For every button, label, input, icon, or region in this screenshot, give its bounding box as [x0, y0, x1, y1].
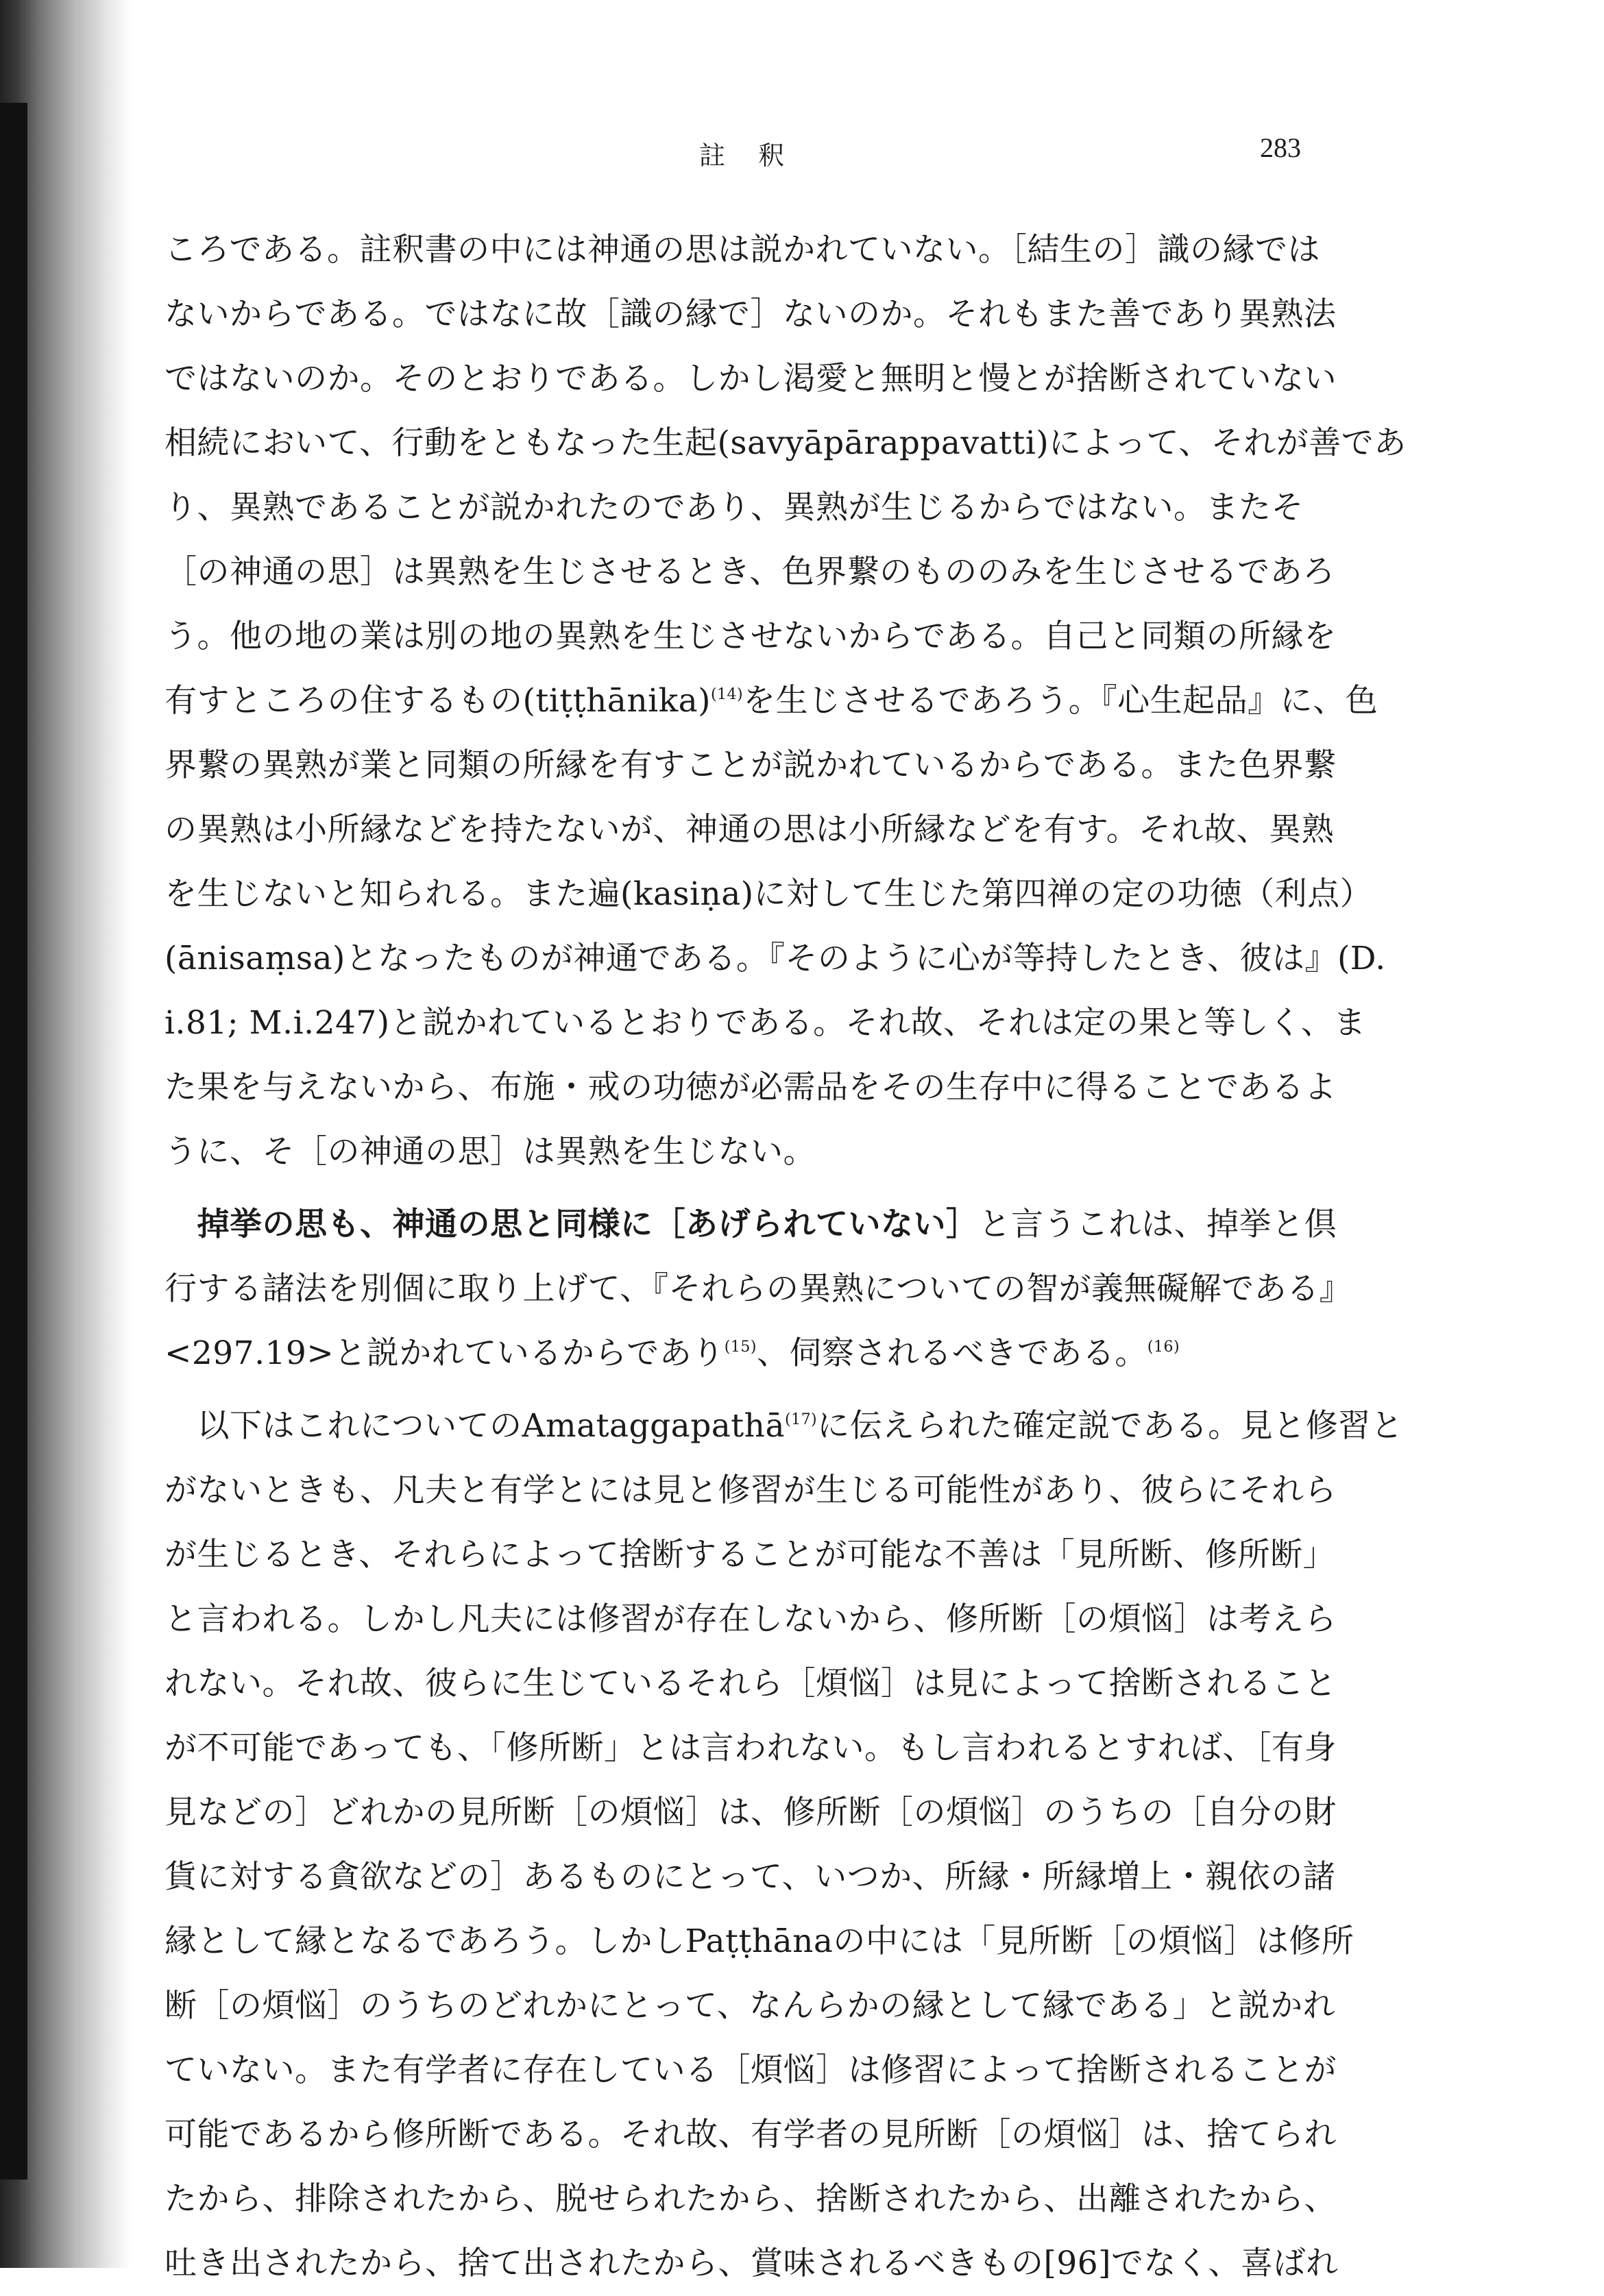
- text-line: 見などの］どれかの見所断［の煩悩］は、修所断［の煩悩］のうちの［自分の財: [165, 1794, 1337, 1831]
- text-line: 可能であるから修所断である。それ故、有学者の見所断［の煩悩］は、捨てられ: [165, 2116, 1337, 2153]
- page-number: 283: [1260, 132, 1301, 163]
- text-line: うに、そ［の神通の思］は異熟を生じない。: [165, 1133, 816, 1171]
- text-line: 相続において、行動をともなった生起(savyāpārappavatti)によって、それが善であ: [165, 424, 1407, 462]
- paragraph: [165, 1193, 1357, 1386]
- text-span: 以下はこれについてのAmataggapathā$^{(17)}$に伝えられた確定説である。見と修習と: [197, 1407, 1404, 1445]
- text-line: う。他の地の業は別の地の異熟を生じさせないからである。自己と同類の所縁を: [165, 618, 1337, 655]
- text-line: 縁として縁となるであろう。しかしPaṭṭhānaの中には「見所断［の煩悩］は修所: [165, 1922, 1354, 1960]
- text-span: と言うこれは、掉挙と倶: [978, 1206, 1337, 1243]
- book-spine-edge: [0, 103, 27, 2179]
- running-header-title: 註 釈: [699, 141, 797, 171]
- text-line: 貨に対する貪欲などの］あるものにとって、いつか、所縁・所縁増上・親依の諸: [165, 1858, 1336, 1896]
- text-line: ていない。また有学者に存在している［煩悩］は修習によって捨断されることが: [165, 2051, 1337, 2089]
- text-line: ころである。註釈書の中には神通の思は説かれていない。［結生の］識の縁では: [165, 231, 1321, 269]
- text-line: 有すところの住するもの(tiṭṭhānika)$^{(14)}$を生じさせるであろう。『心生起品』に、色: [165, 682, 1378, 720]
- text-line: i.81; M.i.247)と説かれているとおりである。それ故、それは定の果と等しく、ま: [165, 1004, 1366, 1042]
- text-line: (ānisaṃsa)となったものが神通である。『そのように心が等持したとき、彼は』(D.: [165, 940, 1386, 977]
- paragraph: [165, 218, 1407, 1184]
- text-line: ［の神通の思］は異熟を生じさせるとき、色界繋のもののみを生じさせるであろ: [165, 553, 1335, 591]
- footnote-marker: (14): [710, 686, 744, 703]
- text-line: ないからである。ではなに故［識の縁で］ないのか。それもまた善であり異熟法: [165, 295, 1337, 333]
- text-line: [165, 1193, 1357, 1257]
- bold-lemma: 掉挙の思も、神通の思と同様に［あげられていない］: [197, 1206, 979, 1243]
- body-text: [165, 218, 1407, 2296]
- text-line: を生じないと知られる。また遍(kasiṇa)に対して生じた第四禅の定の功徳（利点）: [165, 875, 1373, 913]
- text-line: が不可能であっても、「修所断」とは言われない。もし言われるとすれば、［有身: [165, 1729, 1337, 1767]
- text-line: れない。それ故、彼らに生じているそれら［煩悩］は見によって捨断されること: [165, 1665, 1337, 1702]
- footnote-marker: (16): [1147, 1339, 1180, 1356]
- text-line: り、異熟であることが説かれたのであり、異熟が生じるからではない。またそ: [165, 489, 1304, 526]
- text-line: 吐き出されたから、捨て出されたから、賞味されるべきもの[96]でなく、喜ばれ: [165, 2245, 1339, 2282]
- text-line: が生じるとき、それらによって捨断することが可能な不善は「見所断、修所断」: [165, 1536, 1336, 1574]
- text-line: たから、排除されたから、脱せられたから、捨断されたから、出離されたから、: [165, 2180, 1337, 2218]
- text-line: 界繋の異熟が業と同類の所縁を有すことが説かれているからである。また色界繋: [165, 746, 1337, 784]
- footnote-marker: (17): [784, 1411, 818, 1428]
- text-line: 行する諸法を別個に取り上げて、『それらの異熟についての智が義無礙解である』: [165, 1270, 1352, 1308]
- text-line: [165, 1394, 1404, 1458]
- text-line: がないときも、凡夫と有学とには見と修習が生じる可能性があり、彼らにそれら: [165, 1471, 1337, 1509]
- text-line: <297.19>と説かれているからであり$^{(15)}$、伺察されるべきである。$^{(16)}$: [165, 1334, 1180, 1372]
- text-line: 断［の煩悩］のうちのどれかにとって、なんらかの縁として縁である」と説かれ: [165, 1987, 1336, 2025]
- paragraph: [165, 1394, 1404, 2296]
- text-line: ではないのか。そのとおりである。しかし渇愛と無明と慢とが捨断されていない: [165, 360, 1337, 398]
- text-line: た果を与えないから、布施・戒の功徳が必需品をその生存中に得ることであるよ: [165, 1068, 1337, 1106]
- text-line: の異熟は小所縁などを持たないが、神通の思は小所縁などを有す。それ故、異熟: [165, 811, 1335, 848]
- footnote-marker: (15): [724, 1339, 757, 1356]
- text-line: と言われる。しかし凡夫には修習が存在しないから、修所断［の煩悩］は考えら: [165, 1600, 1337, 1638]
